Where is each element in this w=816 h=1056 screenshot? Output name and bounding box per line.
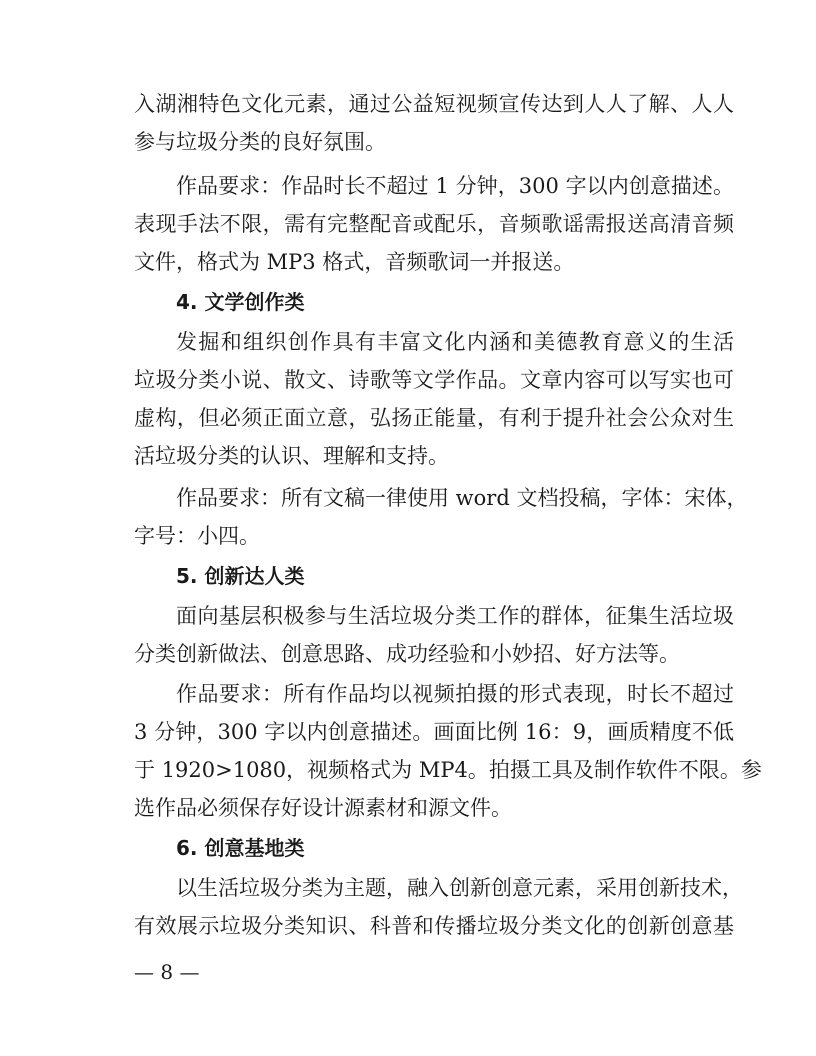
body-line: 文件，格式为 MP3 格式，音频歌词一并报送。 <box>134 250 575 274</box>
body-line: 表现手法不限，需有完整配音或配乐，音频歌谣需报送高清音频 <box>134 212 734 236</box>
section-heading-innovator: 5. 创新达人类 <box>176 564 305 588</box>
body-line: 分类创新做法、创意思路、成功经验和小妙招、好方法等。 <box>134 642 680 666</box>
section-heading-literary: 4. 文学创作类 <box>176 290 305 314</box>
body-line: 入湖湘特色文化元素，通过公益短视频宣传达到人人了解、人人 <box>134 92 734 116</box>
body-line: 3 分钟，300 字以内创意描述。画面比例 16：9，画质精度不低 <box>134 720 734 744</box>
body-line: 字号：小四。 <box>134 524 260 548</box>
body-line: 于 1920>1080，视频格式为 MP4。拍摄工具及制作软件不限。参 <box>134 758 762 782</box>
body-line: 作品要求：作品时长不超过 1 分钟，300 字以内创意描述。 <box>176 174 734 198</box>
body-line: 参与垃圾分类的良好氛围。 <box>134 130 386 154</box>
body-line: 发掘和组织创作具有丰富文化内涵和美德教育意义的生活 <box>176 330 734 354</box>
body-line: 有效展示垃圾分类知识、科普和传播垃圾分类文化的创新创意基 <box>134 914 734 938</box>
body-line: 面向基层积极参与生活垃圾分类工作的群体，征集生活垃圾 <box>176 604 734 628</box>
body-line: 以生活垃圾分类为主题，融入创新创意元素，采用创新技术， <box>176 876 743 900</box>
body-line: 活垃圾分类的认识、理解和支持。 <box>134 444 449 468</box>
page-number: — 8 — <box>134 960 200 984</box>
body-line: 选作品必须保存好设计源素材和源文件。 <box>134 796 512 820</box>
body-line: 作品要求：所有作品均以视频拍摄的形式表现，时长不超过 <box>176 682 734 706</box>
section-heading-creative-base: 6. 创意基地类 <box>176 836 305 860</box>
body-line: 虚构，但必须正面立意，弘扬正能量，有利于提升社会公众对生 <box>134 406 734 430</box>
body-line: 作品要求：所有文稿一律使用 word 文档投稿，字体：宋体， <box>176 486 748 510</box>
body-line: 垃圾分类小说、散文、诗歌等文学作品。文章内容可以写实也可 <box>134 368 734 392</box>
